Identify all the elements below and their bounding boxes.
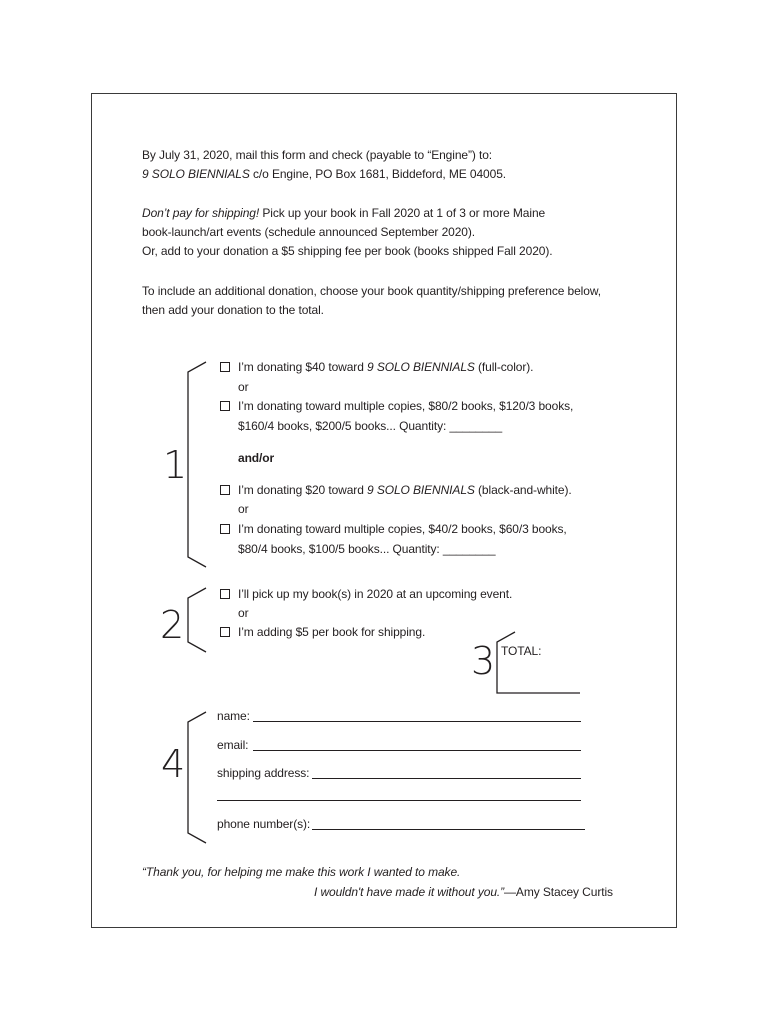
section-number-1: 1 bbox=[163, 443, 188, 487]
book-title: 9 SOLO BIENNIALS bbox=[367, 483, 475, 497]
option-multiple-full-color-line-2: $160/4 books, $200/5 books... Quantity: ________ bbox=[238, 419, 503, 433]
and-or-label: and/or bbox=[238, 451, 275, 465]
option-full-color-suffix: (full-color). bbox=[474, 360, 534, 374]
quote-attribution: —Amy Stacey Curtis bbox=[504, 885, 613, 899]
donation-note-line-2: then add your donation to the total. bbox=[142, 303, 324, 317]
shipping-note-text: Pick up your book in Fall 2020 at 1 of 3 or more Maine bbox=[259, 206, 546, 220]
checkbox-multiple-black-white[interactable] bbox=[220, 524, 230, 534]
email-label: email: bbox=[217, 738, 249, 752]
or-text: or bbox=[238, 380, 249, 394]
checkbox-black-white[interactable] bbox=[220, 485, 230, 495]
checkbox-pickup[interactable] bbox=[220, 589, 230, 599]
checkbox-full-color[interactable] bbox=[220, 362, 230, 372]
shipping-address-field[interactable] bbox=[312, 778, 581, 779]
shipping-note-line-1 bbox=[142, 205, 545, 221]
quote-line-2 bbox=[314, 884, 613, 900]
shipping-address-field-2[interactable] bbox=[217, 800, 581, 801]
option-black-white-text: I’m donating $20 toward bbox=[238, 483, 368, 497]
quote-line-1: “Thank you, for helping me make this work I wanted to make. bbox=[142, 865, 461, 879]
quote-text: I wouldn't have made it without you.” bbox=[314, 885, 505, 899]
or-text: or bbox=[238, 502, 249, 516]
book-title: 9 SOLO BIENNIALS bbox=[142, 167, 250, 181]
name-field[interactable] bbox=[253, 721, 581, 722]
intro-line-2 bbox=[142, 166, 506, 182]
option-black-white bbox=[238, 482, 572, 498]
mailing-address: c/o Engine, PO Box 1681, Biddeford, ME 04005. bbox=[249, 167, 507, 181]
total-label: TOTAL: bbox=[501, 644, 542, 658]
option-black-white-suffix: (black-and-white). bbox=[474, 483, 572, 497]
option-multiple-full-color-line-1: I’m donating toward multiple copies, $80/2 books, $120/3 books, bbox=[238, 399, 574, 413]
option-shipping: I’m adding $5 per book for shipping. bbox=[238, 625, 426, 639]
section-number-4: 4 bbox=[161, 742, 186, 786]
section-number-3: 3 bbox=[471, 639, 496, 683]
option-full-color bbox=[238, 359, 533, 375]
checkbox-multiple-full-color[interactable] bbox=[220, 401, 230, 411]
phone-field[interactable] bbox=[312, 829, 585, 830]
email-field[interactable] bbox=[253, 750, 581, 751]
option-multiple-black-white-line-1: I’m donating toward multiple copies, $40/2 books, $60/3 books, bbox=[238, 522, 567, 536]
checkbox-shipping[interactable] bbox=[220, 627, 230, 637]
phone-label: phone number(s): bbox=[217, 817, 311, 831]
name-label: name: bbox=[217, 709, 250, 723]
shipping-address-label: shipping address: bbox=[217, 766, 310, 780]
shipping-note-emphasis: Don’t pay for shipping! bbox=[142, 206, 260, 220]
donation-note-line-1: To include an additional donation, choose your book quantity/shipping preference below, bbox=[142, 284, 601, 298]
option-full-color-text: I’m donating $40 toward bbox=[238, 360, 368, 374]
shipping-note-line-2: book-launch/art events (schedule announced September 2020). bbox=[142, 225, 475, 239]
or-text: or bbox=[238, 606, 249, 620]
book-title: 9 SOLO BIENNIALS bbox=[367, 360, 475, 374]
shipping-note-line-3: Or, add to your donation a $5 shipping fee per book (books shipped Fall 2020). bbox=[142, 244, 553, 258]
intro-line-1: By July 31, 2020, mail this form and check (payable to “Engine”) to: bbox=[142, 148, 493, 162]
option-multiple-black-white-line-2: $80/4 books, $100/5 books... Quantity: ________ bbox=[238, 542, 496, 556]
option-pickup: I’ll pick up my book(s) in 2020 at an upcoming event. bbox=[238, 587, 513, 601]
section-number-2: 2 bbox=[160, 603, 185, 647]
